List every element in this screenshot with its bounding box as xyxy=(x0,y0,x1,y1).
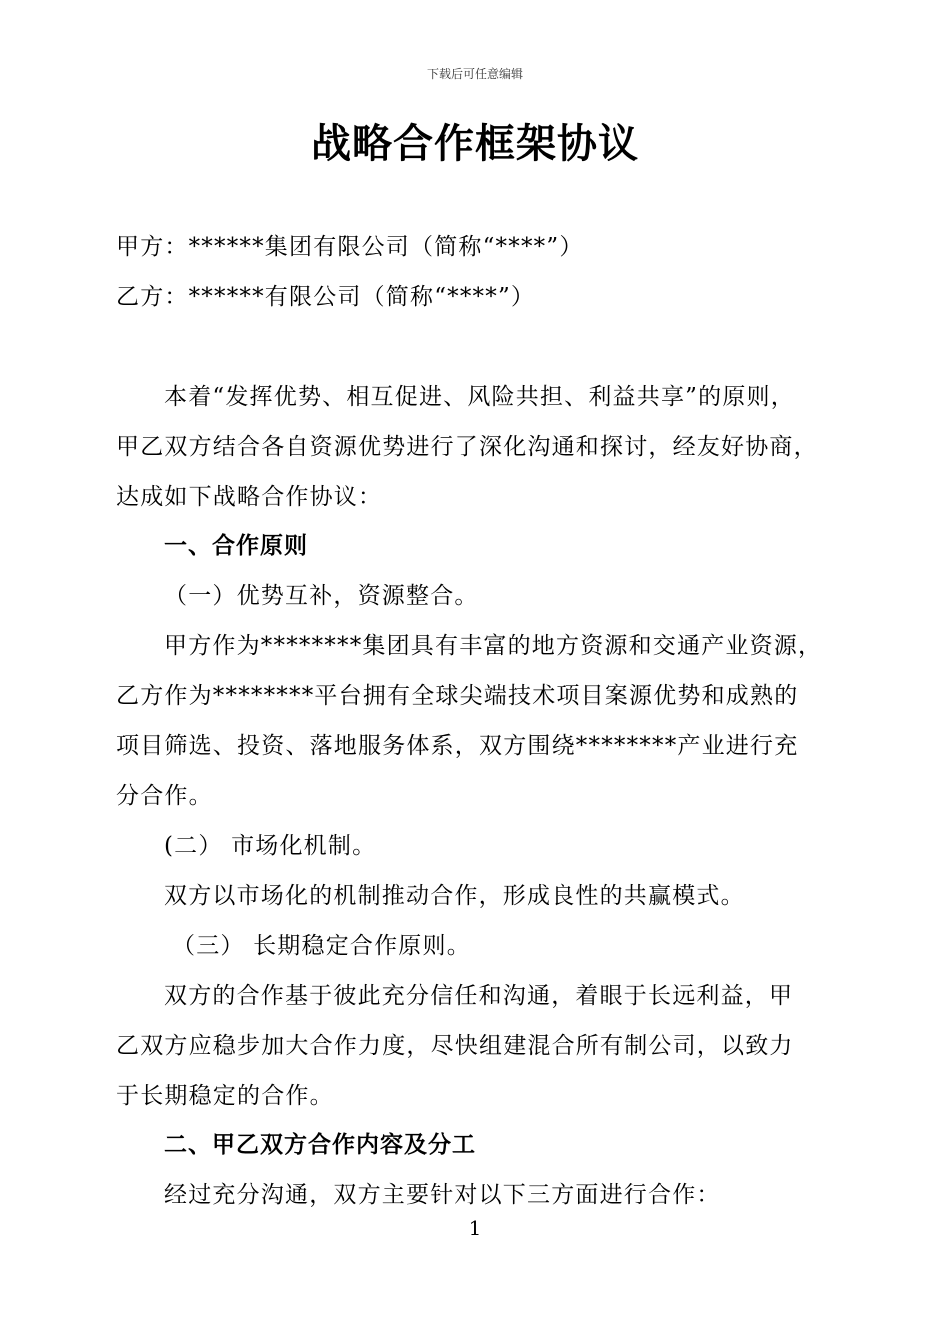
principle-3-body-line-1: 双方的合作基于彼此充分信任和沟通，着眼于长远利益，甲 xyxy=(164,983,794,1009)
principle-1-title: （一）优势互补，资源整合。 xyxy=(164,583,479,609)
section-2-heading: 二、甲乙双方合作内容及分工 xyxy=(164,1132,476,1158)
principle-1-body-line-2: 乙方作为********平台拥有全球尖端技术项目案源优势和成熟的 xyxy=(116,683,799,709)
header-note: 下载后可任意编辑 xyxy=(426,67,523,81)
principle-1-body-line-1: 甲方作为********集团具有丰富的地方资源和交通产业资源， xyxy=(164,633,823,659)
intro-line-2: 甲乙双方结合各自资源优势进行了深化沟通和探讨，经友好协商， xyxy=(116,434,818,460)
section-2-body: 经过充分沟通，双方主要针对以下三方面进行合作： xyxy=(164,1182,721,1208)
section-1-heading: 一、合作原则 xyxy=(164,533,308,559)
principle-1-body-line-4: 分合作。 xyxy=(116,783,213,809)
party-a-line: 甲方：******集团有限公司（简称“****”） xyxy=(116,234,584,260)
principle-1-body-line-3: 项目筛选、投资、落地服务体系，双方围绕********产业进行充 xyxy=(116,733,799,759)
page-number: 1 xyxy=(468,1216,482,1240)
principle-2-body: 双方以市场化的机制推动合作，形成良性的共赢模式。 xyxy=(164,883,745,909)
principle-3-body-line-3: 于长期稳定的合作。 xyxy=(116,1083,334,1109)
document-title: 战略合作框架协议 xyxy=(311,121,639,167)
intro-line-1: 本着“发挥优势、相互促进、风险共担、利益共享”的原则， xyxy=(164,384,795,410)
principle-2-title: (二） 市场化机制。 xyxy=(164,833,377,859)
principle-3-body-line-2: 乙双方应稳步加大合作力度，尽快组建混合所有制公司，以致力 xyxy=(116,1033,794,1059)
principle-3-title: （三） 长期稳定合作原则。 xyxy=(172,933,471,959)
party-b-line: 乙方：******有限公司（简称“****”） xyxy=(116,284,536,310)
intro-line-3: 达成如下战略合作协议： xyxy=(116,484,383,510)
